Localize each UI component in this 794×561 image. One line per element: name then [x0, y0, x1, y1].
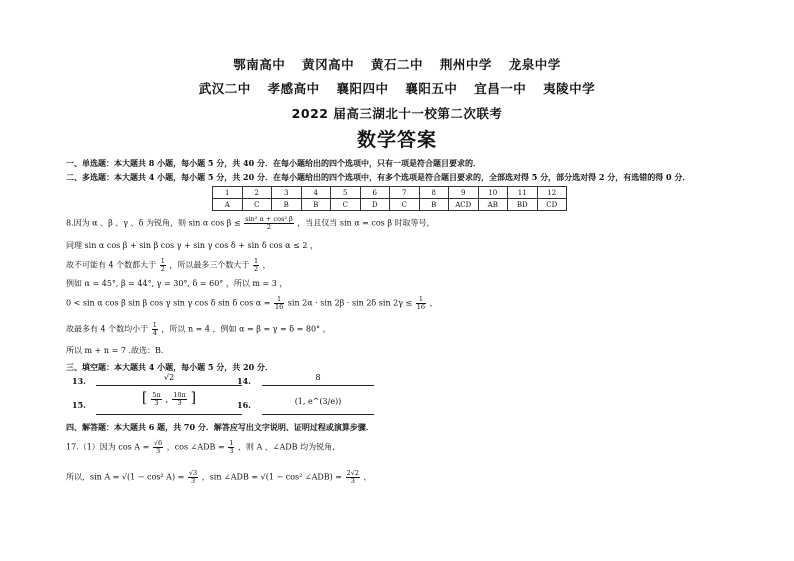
answer-cell: D: [360, 199, 390, 211]
fraction-numerator: √6: [153, 439, 163, 447]
q17-text: ，则 A 、∠ADB 均为锐角，: [237, 442, 341, 452]
question-number: 1: [213, 187, 243, 199]
fraction: [416, 296, 426, 311]
fraction-numerator: 1: [229, 439, 234, 447]
fraction: [153, 440, 163, 455]
q8-text: 故最多有 4 个数均小于: [66, 324, 149, 334]
question-number: 9: [449, 187, 479, 199]
document-title: 数学答案: [356, 129, 437, 151]
fraction-denominator: 16: [416, 303, 426, 311]
q16-label: 16.: [237, 400, 251, 410]
school-name: 孝感高中: [267, 81, 320, 96]
answer-cell: C: [390, 199, 420, 211]
fraction-numerator: 10π: [173, 391, 186, 399]
answer-table: [212, 186, 567, 211]
question-number: 4: [301, 187, 331, 199]
q8-line-6: [66, 322, 331, 337]
question-number: 6: [360, 187, 390, 199]
answer-cell: B: [301, 199, 331, 211]
question-number: 5: [331, 187, 361, 199]
q17-text: 17.（1）因为 cos A =: [66, 442, 150, 452]
fraction-denominator: 2: [253, 265, 259, 273]
section-problem-solving: 四、解答题：本大题共 6 题，共 70 分．解答应写出文字说明、证明过程或演算步骤．: [66, 422, 374, 432]
q15-answer: [96, 390, 242, 407]
fraction-numerator: 1: [416, 296, 426, 304]
q8-text: 故不可能有 4 个数都大于: [66, 260, 157, 270]
fraction: [346, 470, 360, 485]
answer-cell: BD: [508, 199, 538, 211]
school-list-line-1: [0, 55, 794, 73]
school-name: 黄冈高中: [302, 57, 355, 72]
q17-text: ，: [363, 472, 372, 482]
school-name: 襄阳五中: [405, 81, 458, 96]
answer-underline: [262, 414, 374, 415]
q8-line-2: 同理 sin α cos β + sin β cos γ + sin γ cos δ + sin δ cos α ≤ 2 ，: [66, 241, 318, 250]
school-name: 武汉二中: [198, 81, 251, 96]
q8-text: ，所以 n = 4 ，例如 α = β = γ = δ = 80° ，: [161, 324, 331, 334]
fraction: [188, 470, 198, 485]
fraction-numerator: 1: [274, 296, 284, 304]
fraction-denominator: 3: [155, 447, 161, 455]
school-name: 夷陵中学: [543, 81, 596, 96]
school-name: 襄阳四中: [336, 81, 389, 96]
q8-line-3: [66, 258, 271, 273]
q8-line-4: 例如 α = 45°, β = 44°, γ = 30°, δ = 60° ，所以 m = 3 ，: [66, 279, 288, 288]
school-name: 宜昌一中: [474, 81, 527, 96]
answer-underline: [262, 385, 374, 386]
answer-cell: CD: [537, 199, 567, 211]
question-number: 7: [390, 187, 420, 199]
fraction-numerator: 2√2: [346, 469, 359, 477]
fraction-numerator: 1: [253, 257, 259, 265]
question-number: 2: [242, 187, 272, 199]
q8-line-7: 所以 m + n = 7 .故选：B.: [66, 346, 164, 355]
answer-underline: [96, 414, 242, 415]
exam-name: 2022 届高三湖北十一校第二次联考: [291, 106, 503, 121]
table-row: [213, 187, 567, 199]
answer-cell: C: [331, 199, 361, 211]
fraction-denominator: 3: [229, 447, 234, 455]
school-list-line-2: [0, 79, 794, 97]
q17-text: 所以，sin A = √(1 − cos² A) =: [66, 472, 185, 482]
q8-text: ，所以最多三个数大于: [169, 260, 250, 270]
school-name: 荆州中学: [439, 57, 492, 72]
question-number: 10: [478, 187, 508, 199]
q8-text: sin 2α · sin 2β · sin 2δ sin 2γ ≤: [287, 298, 413, 308]
fraction: [244, 216, 294, 231]
q17-line-2: [66, 470, 372, 485]
fraction-denominator: 3: [190, 477, 196, 485]
fraction-denominator: 3: [177, 399, 182, 407]
question-number: 12: [537, 187, 567, 199]
q8-text: 8.因为 α 、β 、γ 、δ 为锐角，则 sin α cos β ≤: [66, 218, 241, 228]
answer-underline: [96, 385, 242, 386]
q8-text: ，: [429, 298, 438, 308]
fraction-denominator: 2: [160, 265, 165, 273]
q14-label: 14.: [237, 376, 251, 386]
fraction-denominator: 16: [274, 303, 284, 311]
fraction-numerator: sin² α + cos² β: [245, 215, 293, 223]
fraction: [152, 322, 158, 337]
school-name: 黄石二中: [370, 57, 423, 72]
fraction: [172, 392, 187, 407]
fraction-numerator: 1: [152, 321, 157, 329]
fraction-numerator: 5π: [152, 391, 161, 399]
fraction: [160, 258, 166, 273]
answer-cell: AB: [478, 199, 508, 211]
q13-answer: √2: [163, 373, 175, 382]
fraction-denominator: 2: [266, 223, 272, 231]
table-row: [213, 199, 567, 211]
q8-text: ，: [262, 260, 271, 270]
q17-line-1: [66, 440, 340, 455]
answer-cell: C: [242, 199, 272, 211]
bracket: ]: [190, 390, 197, 406]
answer-cell: A: [213, 199, 243, 211]
fraction-numerator: √3: [188, 469, 198, 477]
fraction: [274, 296, 284, 311]
school-name: 龙泉中学: [508, 57, 561, 72]
question-number: 3: [272, 187, 302, 199]
q8-text: ，当且仅当 sin α = cos β 时取等号，: [297, 218, 435, 228]
separator: ,: [165, 395, 169, 405]
q13-label: 13.: [72, 376, 86, 386]
fraction-denominator: 3: [350, 477, 355, 485]
q8-line-1: [66, 216, 435, 231]
q17-text: ，cos ∠ADB =: [166, 442, 225, 452]
fraction: [228, 440, 234, 455]
section-single-choice: 一、单选题：本大题共 8 小题，每小题 5 分，共 40 分．在每小题给出的四个选项中，只有一项是符合题目要求的．: [66, 158, 481, 168]
q8-line-5: [66, 296, 438, 311]
bracket: [: [141, 390, 148, 406]
school-name: 鄂南高中: [233, 57, 286, 72]
answer-cell: B: [272, 199, 302, 211]
fraction-numerator: 1: [160, 257, 165, 265]
q8-text: 0 < sin α cos β sin β cos γ sin γ cos δ sin δ cos α =: [66, 298, 271, 308]
answer-cell: B: [419, 199, 449, 211]
fraction-denominator: 4: [152, 329, 157, 337]
fraction: [253, 258, 259, 273]
q14-answer: 8: [315, 373, 321, 382]
section-multi-choice: 二、多选题：本大题共 4 小题，每小题 5 分，共 20 分．在每小题给出的四个选项中，有多个选项是符合题目要求的，全部选对得 5 分，部分选对得 2 分，有选错的得 0 分．: [66, 172, 691, 182]
question-number: 8: [419, 187, 449, 199]
section-fill-in: 三、填空题：本大题共 4 小题，每小题 5 分，共 20 分．: [66, 362, 273, 372]
question-number: 11: [508, 187, 538, 199]
q15-label: 15.: [72, 400, 86, 410]
q16-answer: (1, e^(3/e)): [294, 397, 342, 406]
q17-text: ，sin ∠ADB = √(1 − cos² ∠ADB) =: [201, 472, 343, 482]
fraction: [151, 392, 161, 407]
fraction-denominator: 3: [154, 399, 159, 407]
answer-cell: ACD: [449, 199, 479, 211]
